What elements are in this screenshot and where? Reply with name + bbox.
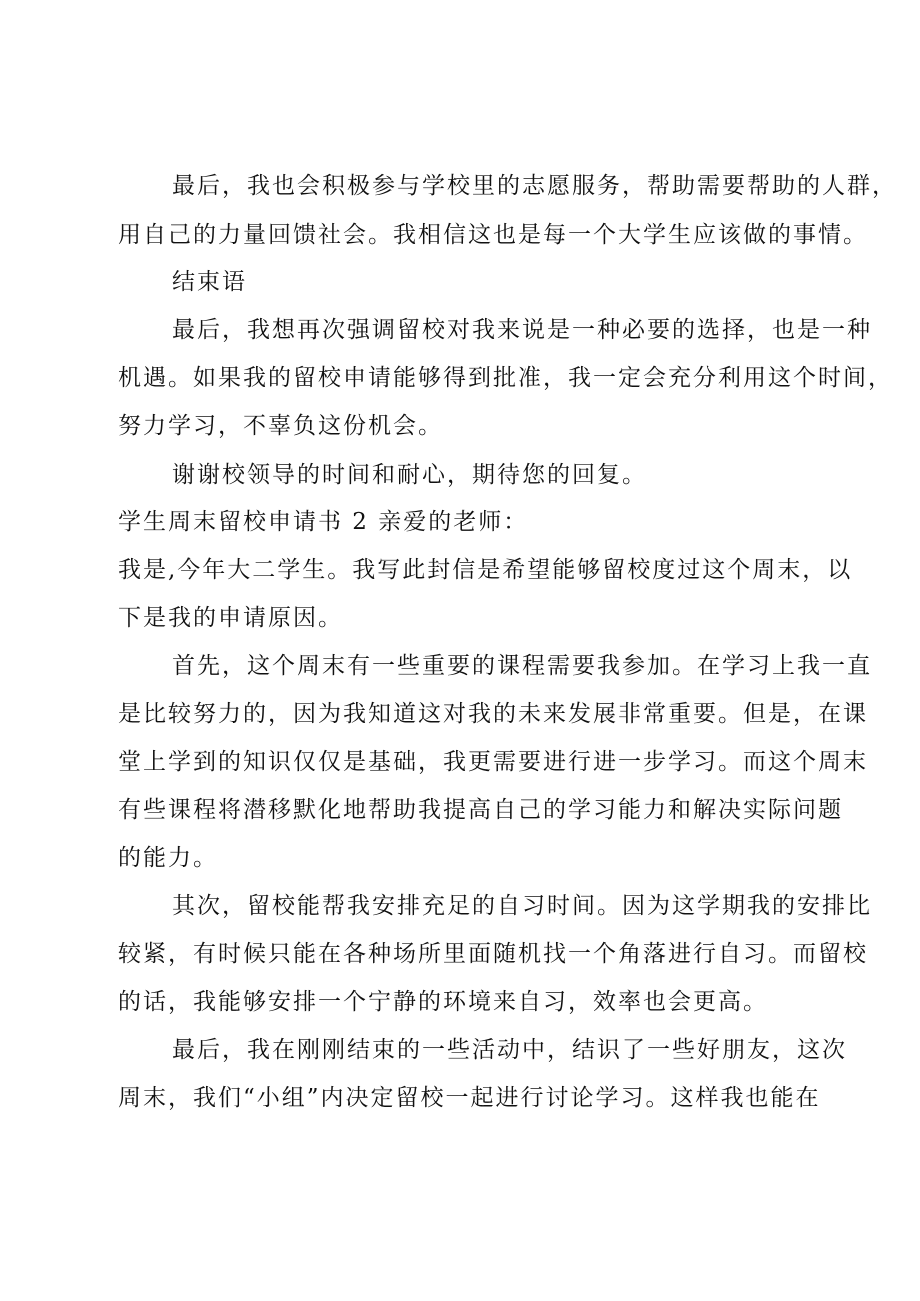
paragraph-intro-line-2: 下是我的申请原因。 bbox=[118, 605, 343, 631]
paragraph-closing-line-1: 最后，我想再次强调留校对我来说是一种必要的选择，也是一种 bbox=[172, 317, 872, 343]
closing-heading: 结束语 bbox=[172, 269, 247, 295]
paragraph-second-reason-line-1: 其次，留校能帮我安排充足的自习时间。因为这学期我的安排比 bbox=[172, 893, 872, 919]
paragraph-second-reason-line-3: 的话，我能够安排一个宁静的环境来自习，效率也会更高。 bbox=[118, 989, 768, 1015]
section-title-line: 学生周末留校申请书 2 亲爱的老师： bbox=[118, 509, 529, 535]
paragraph-closing-line-2: 机遇。如果我的留校申请能够得到批准，我一定会充分利用这个时间， bbox=[118, 365, 893, 391]
paragraph-first-reason-line-1: 首先，这个周末有一些重要的课程需要我参加。在学习上我一直 bbox=[172, 653, 872, 679]
paragraph-first-reason-line-5: 的能力。 bbox=[118, 845, 218, 871]
paragraph-second-reason-line-2: 较紧，有时候只能在各种场所里面随机找一个角落进行自习。而留校 bbox=[118, 941, 868, 967]
paragraph-third-reason-line-1: 最后，我在刚刚结束的一些活动中，结识了一些好朋友，这次 bbox=[172, 1037, 847, 1063]
paragraph-volunteer-line-1: 最后，我也会积极参与学校里的志愿服务，帮助需要帮助的人群， bbox=[172, 173, 897, 199]
paragraph-first-reason-line-4: 有些课程将潜移默化地帮助我提高自己的学习能力和解决实际问题 bbox=[118, 797, 843, 823]
paragraph-volunteer-line-2: 用自己的力量回馈社会。我相信这也是每一个大学生应该做的事情。 bbox=[118, 222, 868, 248]
paragraph-first-reason-line-3: 堂上学到的知识仅仅是基础，我更需要进行进一步学习。而这个周末 bbox=[118, 749, 868, 775]
paragraph-third-reason-line-2: 周末，我们“小组”内决定留校一起进行讨论学习。这样我也能在 bbox=[118, 1085, 821, 1111]
paragraph-closing-line-3: 努力学习，不辜负这份机会。 bbox=[118, 413, 443, 439]
paragraph-intro-line-1: 我是,今年大二学生。我写此封信是希望能够留校度过这个周末，以 bbox=[118, 557, 853, 583]
paragraph-thanks-line-1: 谢谢校领导的时间和耐心，期待您的回复。 bbox=[172, 462, 647, 488]
paragraph-first-reason-line-2: 是比较努力的，因为我知道这对我的未来发展非常重要。但是，在课 bbox=[118, 701, 868, 727]
